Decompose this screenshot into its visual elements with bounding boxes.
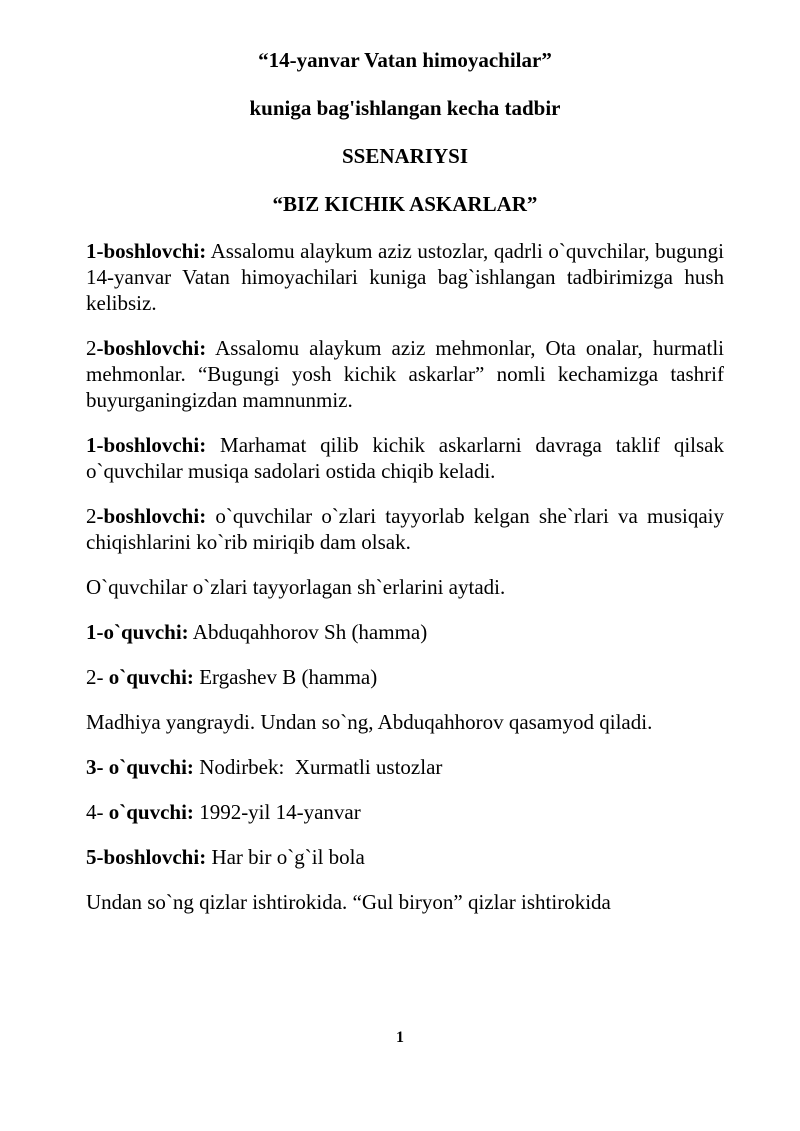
paragraph-prefix: 2 [86, 504, 97, 528]
paragraph-prefix: 2- [86, 665, 109, 689]
title-line-4: “BIZ KICHIK ASKARLAR” [272, 192, 538, 216]
paragraph-5 [86, 574, 724, 600]
paragraph-2 [86, 335, 724, 413]
paragraph-text: Abduqahhorov Sh (hamma) [188, 620, 428, 644]
speaker-label: -boshlovchi: [96, 504, 207, 528]
paragraph-text: Har bir o`g`il bola [206, 845, 365, 869]
paragraph-6 [86, 619, 724, 645]
paragraph-text: Madhiya yangraydi. Undan so`ng, Abduqahhorov qasamyod qiladi. [86, 710, 653, 734]
paragraph-prefix: 4- [86, 800, 109, 824]
speaker-label: o`quvchi: [108, 800, 194, 824]
paragraph-text: Undan so`ng qizlar ishtirokida. “Gul biryon” qizlar ishtirokida [86, 890, 611, 914]
paragraph-text: Assalomu alaykum aziz mehmonlar, Ota onalar, hurmatli mehmonlar. “Bugungi yosh kichik askarlar” nomli kechamizga tashrif buyurganingizdan mamnunmiz. [86, 336, 724, 412]
title-line-2: kuniga bag'ishlangan kecha tadbir [249, 96, 561, 120]
paragraph-text: 1992-yil 14-yanvar [193, 800, 361, 824]
speaker-label: -boshlovchi: [96, 336, 207, 360]
page-number: 1 [396, 1029, 404, 1046]
paragraph-text: Nodirbek: Xurmatli ustozlar [193, 755, 443, 779]
title-line-1: “14-yanvar Vatan himoyachilar” [258, 48, 552, 72]
paragraph-7 [86, 664, 724, 690]
paragraph-11 [86, 844, 724, 870]
paragraph-3 [86, 432, 724, 484]
paragraph-9 [86, 754, 724, 780]
paragraph-text: O`quvchilar o`zlari tayyorlagan sh`erlarini aytadi. [86, 575, 506, 599]
paragraph-10 [86, 799, 724, 825]
paragraph-text: Assalomu alaykum aziz ustozlar, qadrli o`quvchilar, bugungi 14-yanvar Vatan himoyachilari kuniga bag`ishlangan tadbirimizga hush kelibsiz. [86, 239, 724, 315]
title-line-3: SSENARIYSI [341, 144, 469, 168]
paragraph-4 [86, 503, 724, 555]
paragraph-text: Ergashev B (hamma) [193, 665, 378, 689]
document-page [86, 46, 724, 934]
paragraph-prefix: 2 [86, 336, 97, 360]
speaker-label: o`quvchi: [108, 665, 194, 689]
speaker-label: 5-boshlovchi: [86, 845, 207, 869]
paragraph-text: Marhamat qilib kichik askarlarni davraga taklif qilsak o`quvchilar musiqa sadolari ostida chiqib keladi. [86, 433, 724, 483]
paragraph-12 [86, 889, 724, 915]
speaker-label: 1-boshlovchi: [86, 239, 207, 263]
speaker-label: 3- o`quvchi: [86, 755, 194, 779]
speaker-label: 1-boshlovchi: [86, 433, 207, 457]
paragraph-text: o`quvchilar o`zlari tayyorlab kelgan she`rlari va musiqaiy chiqishlarini ko`rib miriqib dam olsak. [86, 504, 724, 554]
paragraph-8 [86, 709, 724, 735]
speaker-label: 1-o`quvchi: [86, 620, 189, 644]
paragraph-1 [86, 238, 724, 316]
